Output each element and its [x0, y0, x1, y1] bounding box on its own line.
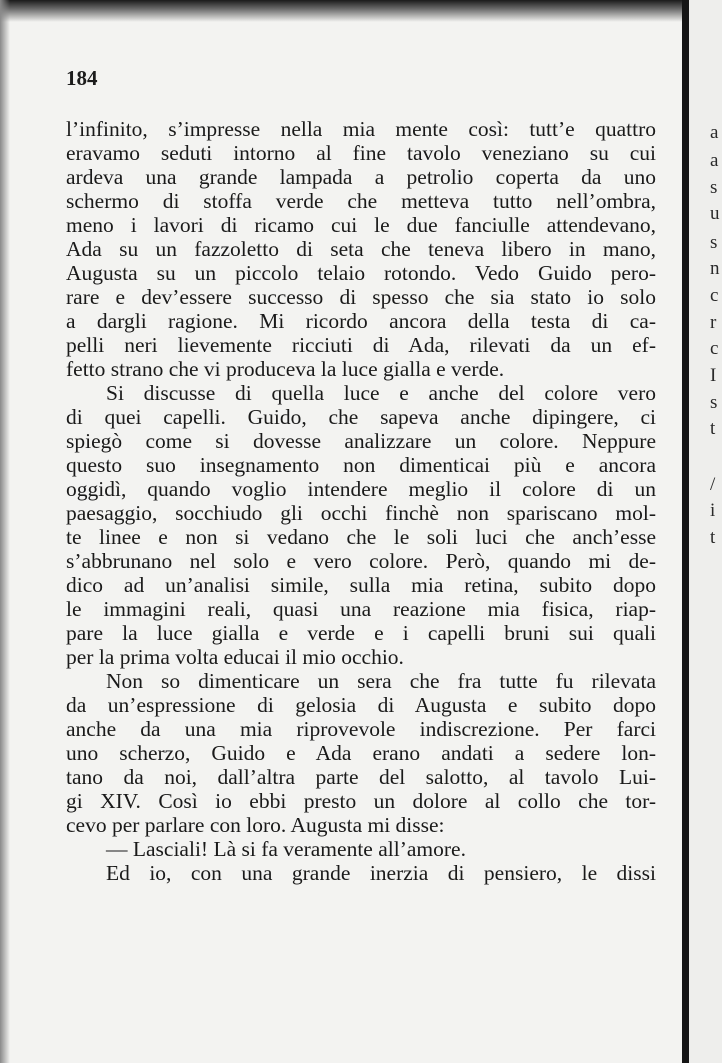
text-line: pelli neri lievemente ricciuti di Ada, rilevati da un ef- — [66, 333, 656, 357]
facing-page-fragment: s — [710, 392, 718, 413]
text-line: meno i lavori di ricamo cui le due fanciulle attendevano, — [66, 213, 656, 237]
text-line: dico ad un’analisi simile, sulla mia retina, subito dopo — [66, 573, 656, 597]
facing-page-fragment: t — [710, 418, 716, 439]
facing-page-fragment: a — [710, 122, 719, 143]
page-number: 184 — [66, 66, 98, 90]
facing-page-fragment: I — [710, 365, 717, 386]
text-line: da un’espressione di gelosia di Augusta e subito dopo — [66, 693, 656, 717]
text-line: s’abbrunano nel solo e vero colore. Però, quando mi de- — [66, 549, 656, 573]
text-line: — Lasciali! Là si fa veramente all’amore. — [106, 837, 466, 861]
text-line: Non so dimenticare un sera che fra tutte fu rilevata — [106, 669, 656, 693]
text-line: cevo per parlare con loro. Augusta mi disse: — [66, 813, 445, 837]
facing-page-fragment: s — [710, 232, 718, 253]
text-line: Ada su un fazzoletto di seta che teneva libero in mano, — [66, 237, 656, 261]
body-text — [66, 117, 656, 885]
facing-page-fragment: r — [710, 312, 717, 333]
text-line: Si discusse di quella luce e anche del colore vero — [106, 381, 656, 405]
text-line: gi XIV. Così io ebbi presto un dolore al collo che tor- — [66, 789, 656, 813]
text-line: le immagini reali, quasi una reazione mia fisica, riap- — [66, 597, 656, 621]
facing-page-fragment: t — [710, 527, 716, 548]
text-line: oggidì, quando voglio intendere meglio il colore di un — [66, 477, 656, 501]
text-line: l’infinito, s’impresse nella mia mente così: tutt’e quattro — [66, 117, 656, 141]
facing-page-fragment: / — [710, 474, 716, 495]
scan-left-shadow — [0, 0, 10, 1063]
text-line: spiegò come si dovesse analizzare un colore. Neppure — [66, 429, 656, 453]
facing-page-fragment: c — [710, 338, 719, 359]
facing-page-fragment: n — [710, 258, 720, 279]
text-line: schermo di stoffa verde che metteva tutto nell’ombra, — [66, 189, 656, 213]
facing-page-fragment: a — [710, 150, 719, 171]
text-line: eravamo seduti intorno al fine tavolo veneziano su cui — [66, 141, 656, 165]
text-line: Augusta su un piccolo telaio rotondo. Vedo Guido pero- — [66, 261, 656, 285]
text-line: anche da una mia riprovevole indiscrezione. Per farci — [66, 717, 656, 741]
facing-page-fragment: i — [710, 500, 716, 521]
text-line: paesaggio, socchiudo gli occhi finchè non spariscano mol- — [66, 501, 656, 525]
text-line: tano da noi, dall’altra parte del salotto, al tavolo Lui- — [66, 765, 656, 789]
text-line: ardeva una grande lampada a petrolio coperta da uno — [66, 165, 656, 189]
book-gutter — [682, 0, 689, 1063]
text-line: questo suo insegnamento non dimenticai più e ancora — [66, 453, 656, 477]
text-line: te linee e non si vedano che le soli luci che anch’esse — [66, 525, 656, 549]
text-line: uno scherzo, Guido e Ada erano andati a sedere lon- — [66, 741, 656, 765]
facing-page-fragment: u — [710, 203, 720, 224]
text-line: fetto strano che vi produceva la luce gialla e verde. — [66, 357, 505, 381]
facing-page-fragment: s — [710, 177, 718, 198]
text-line: per la prima volta educai il mio occhio. — [66, 645, 404, 669]
text-line: rare e dev’essere successo di spesso che sia stato io solo — [66, 285, 656, 309]
text-line: di quei capelli. Guido, che sapeva anche dipingere, ci — [66, 405, 656, 429]
text-line: a dargli ragione. Mi ricordo ancora della testa di ca- — [66, 309, 656, 333]
text-line: Ed io, con una grande inerzia di pensiero, le dissi — [106, 861, 656, 885]
scan-top-shadow — [0, 0, 722, 22]
facing-page-fragment: c — [710, 285, 719, 306]
text-line: pare la luce gialla e verde e i capelli bruni sui quali — [66, 621, 656, 645]
